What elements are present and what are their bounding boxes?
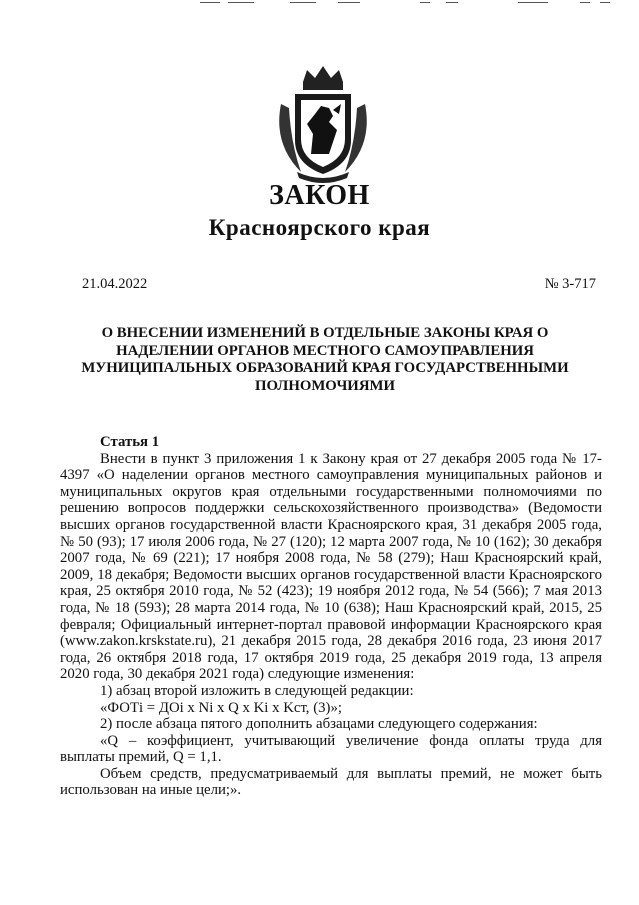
paragraph: 2) после абзаца пятого дополнить абзацами следующего содержания: [100, 716, 538, 733]
paragraph: 1) абзац второй изложить в следующей редакции: [100, 682, 414, 699]
paragraph: Внести в пункт 3 приложения 1 к Закону края от 27 декабря 2005 года № 17-4397 «О наделении органов местного самоуправления муниципальных районов и муниципальных округов края отдельными государственными полномочиями по решению вопросов поддержки сельскохозяйственного производства» (Ведомости высших органов государственной власти Красноярского края, 31 декабря 2005 года, № 50 (93); 17 июля 2006 года, № 27 (120); 12 марта 2007 года, № 10 (162); 30 декабря 2007 года, № 69 (221); 17 ноября 2008 года, № 58 (279); Наш Красноярский край, 2009, 18 декабря; Ведомости высших органов государственной власти Красноярского края, 25 октября 2010 года, № 52 (423); 19 ноября 2012 года, № 54 (566); 7 мая 2013 года, № 18 (593); 28 марта 2014 года, № 10 (638); Наш Красноярский край, 2015, 25 февраля; Официальный интернет-портал правовой информации Красноярского края (www.zakon.krskstate.ru), 21 декабря 2015 года, 28 декабря 2016 года, 23 июня 2017 года, 26 октября 2018 года, 17 октября 2019 года, 25 декабря 2019 года, 13 апреля 2020 года, 30 декабря 2021 года) следующие изменения: [60, 450, 602, 683]
law-subject: О ВНЕСЕНИИ ИЗМЕНЕНИЙ В ОТДЕЛЬНЫЕ ЗАКОНЫ КРАЯ О НАДЕЛЕНИИ ОРГАНОВ МЕСТНОГО САМОУПРАВЛЕНИЯ МУНИЦИПАЛЬНЫХ ОБРАЗОВАНИЙ КРАЯ ГОСУДАРСТВЕННЫМИ ПОЛНОМОЧИЯМИ [81, 325, 569, 394]
paragraph: «Q – коэффициент, учитывающий увеличение фонда оплаты труда для выплаты премий, Q = 1,1. [60, 732, 602, 766]
scan-artifacts [0, 0, 639, 8]
adoption-date: 21.04.2022 [82, 276, 148, 292]
region-title: Красноярского края [208, 215, 431, 240]
formula: «ФОТi = ДОi х Ni х Q х Ki х Kст, (3)»; [100, 699, 342, 716]
paragraph: Объем средств, предусматриваемый для выплаты премий, не может быть использован на иные цели;». [60, 765, 602, 799]
document-body [60, 434, 602, 799]
krasnoyarsk-coat-of-arms-icon [271, 64, 375, 184]
law-title: ЗАКОН [269, 180, 370, 211]
article-heading: Статья 1 [100, 434, 160, 450]
law-number: № 3-717 [544, 276, 596, 292]
